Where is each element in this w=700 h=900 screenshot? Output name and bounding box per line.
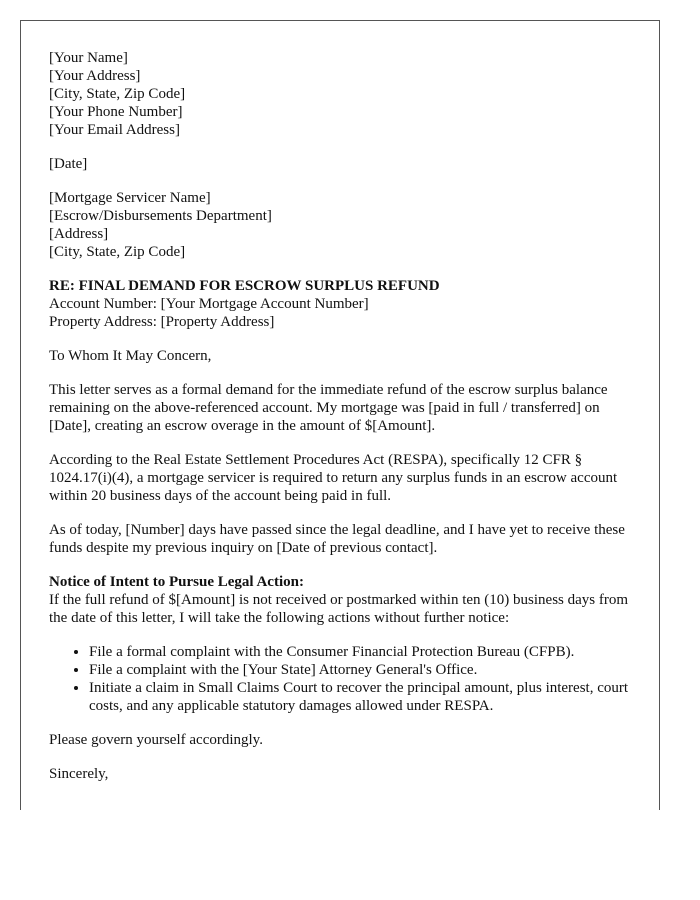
sign-off: Sincerely, <box>49 766 109 782</box>
letter-page <box>20 20 660 810</box>
paragraph-demand: This letter serves as a formal demand for the immediate refund of the escrow surplus balance remaining on the above-referenced account. My mortgage was [paid in full / transferred] on [Date], creating an escrow overage in the amount of $[Amount]. <box>49 382 608 434</box>
action-item-cfpb: • File a formal complaint with the Consumer Financial Protection Bureau (CFPB). <box>89 643 639 661</box>
subject-block <box>49 277 639 331</box>
recipient-name: [Mortgage Servicer Name] <box>49 190 211 206</box>
letter-content <box>49 49 639 799</box>
recipient-address: [Address] <box>49 226 109 242</box>
recipient-department: [Escrow/Disbursements Department] <box>49 208 272 224</box>
sender-city-state-zip: [City, State, Zip Code] <box>49 86 186 102</box>
action-item-small-claims: • Initiate a claim in Small Claims Court to recover the principal amount, plus interest, court costs, and any applicable statutory damages allowed under RESPA. <box>89 679 639 715</box>
notice-body: If the full refund of $[Amount] is not received or postmarked within ten (10) business days from the date of this letter, I will take the following actions without further notice: <box>49 592 629 626</box>
sender-name: [Your Name] <box>49 50 128 66</box>
sender-address: [Your Address] <box>49 68 141 84</box>
closing-remark: Please govern yourself accordingly. <box>49 732 263 748</box>
notice-heading: Notice of Intent to Pursue Legal Action: <box>49 574 304 590</box>
sender-email: [Your Email Address] <box>49 122 180 138</box>
letter-date: [Date] <box>49 156 88 172</box>
paragraph-respa: According to the Real Estate Settlement Procedures Act (RESPA), specifically 12 CFR § 1024.17(i)(4), a mortgage servicer is required to return any surplus funds in an escrow account within 20 business days of the account being paid in full. <box>49 452 618 504</box>
recipient-city-state-zip: [City, State, Zip Code] <box>49 244 186 260</box>
notice-section <box>49 573 639 715</box>
sender-phone: [Your Phone Number] <box>49 104 183 120</box>
recipient-block <box>49 189 639 261</box>
action-item-attorney-general: • File a complaint with the [Your State] Attorney General's Office. <box>89 661 639 679</box>
property-address-line: Property Address: [Property Address] <box>49 314 275 330</box>
sender-block <box>49 49 639 139</box>
salutation: To Whom It May Concern, <box>49 348 212 364</box>
account-number-line: Account Number: [Your Mortgage Account Number] <box>49 296 369 312</box>
action-list <box>49 643 639 715</box>
paragraph-deadline: As of today, [Number] days have passed since the legal deadline, and I have yet to receive these funds despite my previous inquiry on [Date of previous contact]. <box>49 522 625 556</box>
subject-title: RE: FINAL DEMAND FOR ESCROW SURPLUS REFUND <box>49 278 440 294</box>
